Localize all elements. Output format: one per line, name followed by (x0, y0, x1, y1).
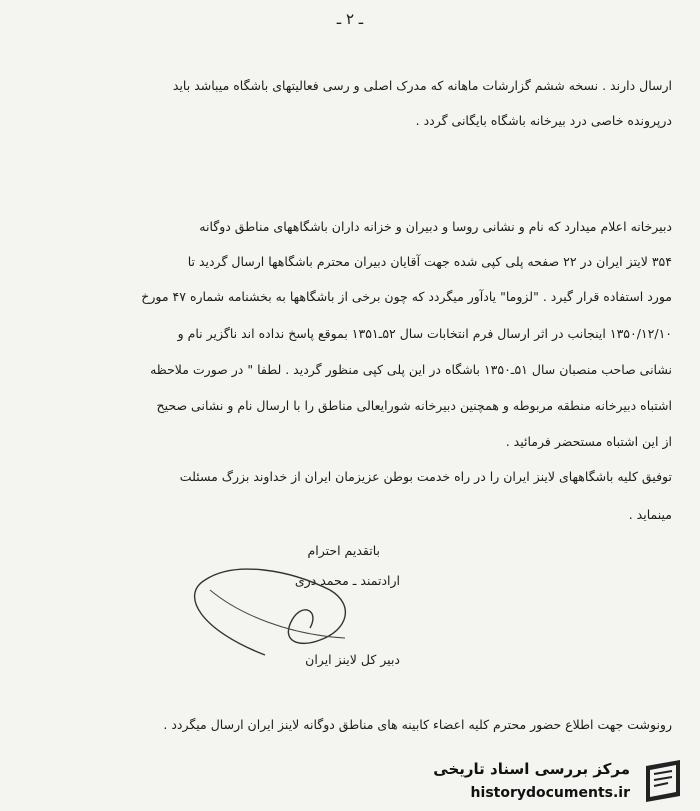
watermark-url: historydocuments.ir (470, 785, 630, 801)
paragraph-line: ۳۵۴ لایتز ایران در ۲۲ صفحه پلی کپی شده جهت آقایان دبیران محترم باشگاهها ارسال گردید تا (187, 254, 672, 269)
closing-salutation: باتقدیم احترام (307, 543, 380, 558)
paragraph-line: توفیق کلیه باشگاههای لاینز ایران را در راه خدمت بوطن عزیزمان ایران از خداوند بزرگ مسئلت (179, 469, 672, 484)
paragraph-line: درپرونده خاصی درد بیرخانه باشگاه بایگانی گردد . (415, 113, 672, 128)
paragraph-line: نشانی صاحب منصبان سال ۵۱ـ۱۳۵۰ باشگاه در این پلی کپی منظور گردید . لطفا " در صورت ملاحظه (150, 362, 672, 377)
handwritten-signature (170, 560, 370, 660)
paragraph-line: اشتباه دبیرخانه منطقه مربوطه و همچنین دبیرخانه شورایعالی مناطق را با ارسال نام و نشانی صحیح (156, 398, 672, 413)
page-number: ـ ۲ ـ (336, 10, 364, 28)
paragraph-line: دبیرخانه اعلام میدارد که نام و نشانی روسا و دبیران و خزانه داران باشگاههای مناطق دوگانه (199, 219, 672, 234)
paragraph-line: ارسال دارند . نسخه ششم گزارشات ماهانه که مدرک اصلی و رسی فعالیتهای باشگاه میباشد باید (172, 78, 672, 93)
paragraph-line: ۱۳۵۰/۱۲/۱۰ اینجانب در اثر ارسال فرم انتخابات سال ۵۲ـ۱۳۵۱ بموقع پاسخ نداده اند ناگزیر نام و (177, 326, 672, 341)
signatory-title: دبیر کل لاینز ایران (305, 652, 400, 667)
signatory-name: ارادتمند ـ محمد دری (294, 573, 400, 588)
paragraph-line: از این اشتباه مستحضر فرمائید . (505, 434, 672, 449)
cc-line: رونوشت جهت اطلاع حضور محترم کلیه اعضاء کابینه های مناطق دوگانه لاینز ایران ارسال میگردد . (163, 717, 672, 732)
watermark-name: مرکز بررسی اسناد تاریخی (433, 760, 630, 778)
book-icon (638, 756, 688, 806)
paragraph-line: مینماید . (628, 507, 672, 522)
paragraph-line: مورد استفاده قرار گیرد . "لزوما" یادآور میگردد که چون برخی از باشگاهها به بخشنامه شماره ۴۷ مورخ (141, 289, 672, 304)
watermark-logo (410, 738, 700, 811)
